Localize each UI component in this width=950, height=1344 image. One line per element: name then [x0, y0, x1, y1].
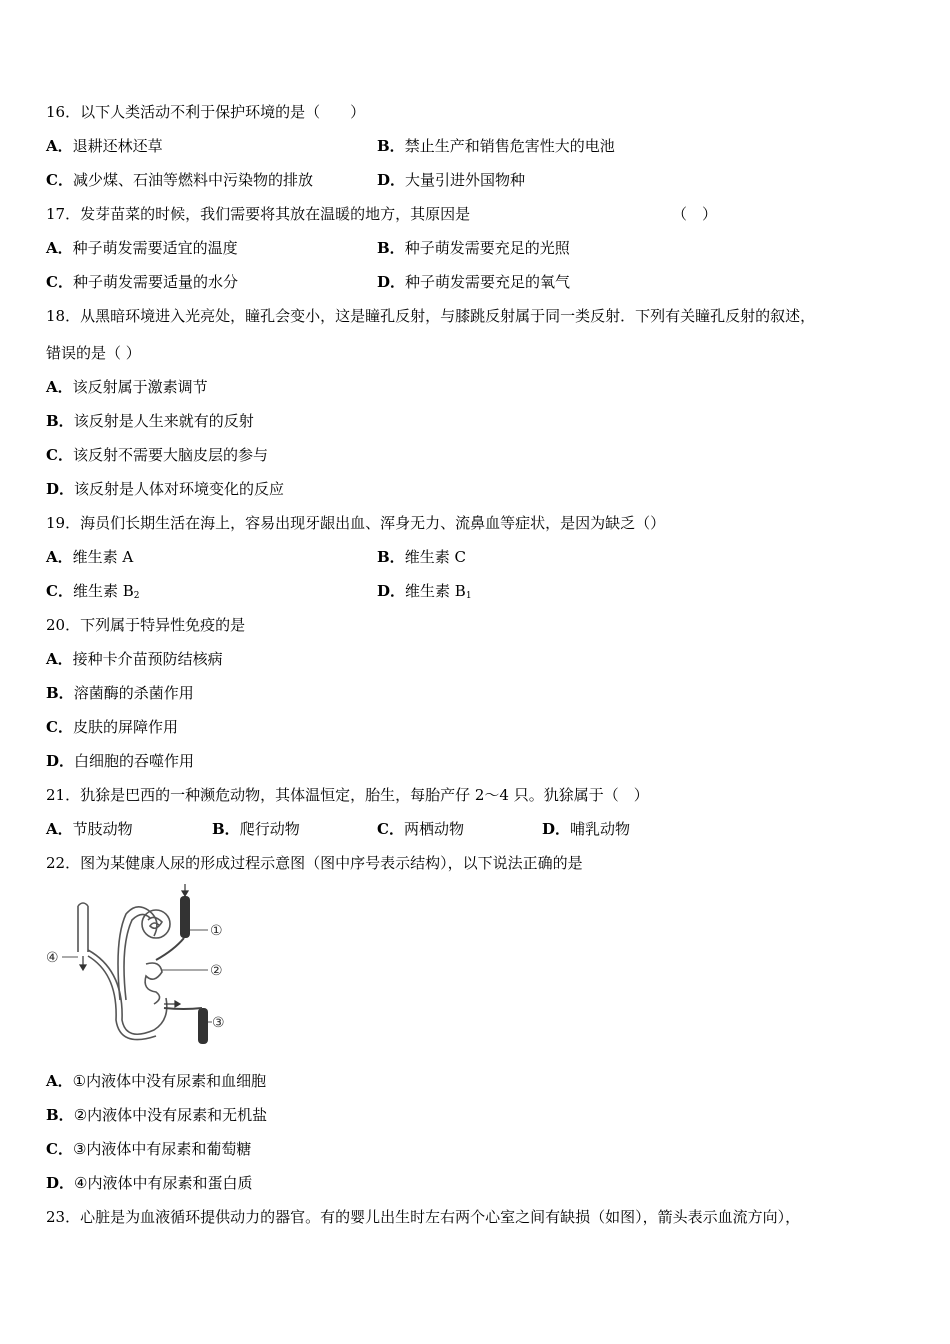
- q16-option-c: [46, 170, 313, 190]
- option-text: 皮肤的屏障作用: [72, 718, 178, 736]
- option-text: 溶菌酶的杀菌作用: [73, 684, 194, 702]
- q17-option-a: [46, 238, 238, 258]
- q17-option-d: [377, 272, 570, 292]
- option-label: C．: [46, 718, 73, 736]
- q17-stem: 17．发芽苗菜的时候，我们需要将其放在温暖的地方，其原因是: [46, 205, 471, 223]
- q21-option-c: [377, 819, 464, 839]
- q19-option-c: [46, 581, 139, 606]
- q17-answer-paren: （ ）: [672, 205, 718, 223]
- option-label: B．: [377, 239, 405, 257]
- option-text: 维生素 B: [72, 582, 134, 600]
- q19-option-a: [46, 547, 133, 567]
- option-label: D．: [377, 582, 406, 600]
- q17-option-b: [377, 238, 570, 258]
- q16-option-b: [377, 136, 615, 156]
- q20-stem: 20．下列属于特异性免疫的是: [46, 616, 246, 634]
- option-text: 该反射属于激素调节: [72, 378, 208, 396]
- option-label: C．: [377, 820, 404, 838]
- option-label: D．: [46, 752, 75, 770]
- convoluted-tubule: [145, 963, 162, 1004]
- option-text: 该反射不需要大脑皮层的参与: [72, 446, 268, 464]
- option-label: C．: [46, 171, 73, 189]
- option-label: B．: [46, 412, 74, 430]
- q18-stem-line2: 错误的是（ ）: [46, 344, 141, 362]
- option-label: A．: [46, 239, 73, 257]
- q20-option-b: [46, 683, 194, 703]
- vessel-link: [156, 938, 202, 1009]
- option-label: B．: [377, 548, 405, 566]
- option-text: 种子萌发需要适量的水分: [72, 273, 238, 291]
- option-text: 白细胞的吞噬作用: [74, 752, 195, 770]
- option-text: 爬行动物: [239, 820, 300, 838]
- q17-option-c: [46, 272, 238, 292]
- q20-option-d: [46, 751, 194, 771]
- option-label: A．: [46, 548, 73, 566]
- option-label: A．: [46, 1072, 73, 1090]
- option-text: ④内液体中有尿素和蛋白质: [74, 1174, 253, 1192]
- diagram-label-1: ①: [210, 923, 223, 939]
- tubule-inner: [88, 956, 156, 1040]
- q16-stem: 16．以下人类活动不利于保护环境的是（ ）: [46, 103, 366, 121]
- option-label: D．: [377, 171, 406, 189]
- option-label: A．: [46, 820, 73, 838]
- option-label: B．: [377, 137, 405, 155]
- option-text: ①内液体中没有尿素和血细胞: [72, 1072, 267, 1090]
- option-text: 禁止生产和销售危害性大的电池: [404, 137, 615, 155]
- q18-option-d: [46, 479, 284, 499]
- option-text: 维生素 C: [404, 548, 466, 566]
- option-label: D．: [542, 820, 571, 838]
- option-label: B．: [212, 820, 240, 838]
- vessel-3: [198, 1008, 208, 1044]
- q22-option-b: [46, 1105, 267, 1125]
- q18-stem-line1: 18．从黑暗环境进入光亮处，瞳孔会变小，这是瞳孔反射，与膝跳反射属于同一类反射．下列有关瞳孔反射的叙述，: [46, 307, 816, 325]
- option-text: 维生素 A: [72, 548, 134, 566]
- option-text: 种子萌发需要充足的光照: [404, 239, 570, 257]
- q19-option-d: [377, 581, 472, 606]
- q21-option-b: [212, 819, 300, 839]
- option-text: 减少煤、石油等燃料中污染物的排放: [72, 171, 313, 189]
- option-text: 节肢动物: [72, 820, 133, 838]
- q20-option-a: [46, 649, 223, 669]
- option-label: C．: [46, 273, 73, 291]
- option-text: 接种卡介苗预防结核病: [72, 650, 223, 668]
- option-text: 该反射是人生来就有的反射: [73, 412, 254, 430]
- q18-option-c: [46, 445, 268, 465]
- q23-stem: 23．心脏是为血液循环提供动力的器官。有的婴儿出生时左右两个心室之间有缺损（如图），箭头表示血流方向），: [46, 1208, 801, 1226]
- q21-option-a: [46, 819, 133, 839]
- option-text: 该反射是人体对环境变化的反应: [74, 480, 285, 498]
- q22-stem: 22．图为某健康人尿的形成过程示意图（图中序号表示结构），以下说法正确的是: [46, 854, 583, 872]
- option-label: D．: [377, 273, 406, 291]
- q22-option-a: [46, 1071, 266, 1091]
- diagram-label-3: ③: [212, 1015, 225, 1031]
- option-label: B．: [46, 684, 74, 702]
- q21-stem: 21．犰狳是巴西的一种濒危动物，其体温恒定，胎生，每胎产仔 2～4 只。犰狳属于（ ）: [46, 786, 649, 804]
- q20-option-c: [46, 717, 178, 737]
- option-label: A．: [46, 137, 73, 155]
- q22-option-d: [46, 1173, 252, 1193]
- q22-option-c: [46, 1139, 251, 1159]
- option-label: D．: [46, 1174, 75, 1192]
- q19-stem: 19．海员们长期生活在海上，容易出现牙龈出血、浑身无力、流鼻血等症状，是因为缺乏（）: [46, 514, 666, 532]
- option-text: ③内液体中有尿素和葡萄糖: [72, 1140, 252, 1158]
- option-label: A．: [46, 378, 73, 396]
- option-label: C．: [46, 1140, 73, 1158]
- option-text: 两栖动物: [403, 820, 464, 838]
- option-text: 维生素 B: [405, 582, 466, 600]
- option-text: 种子萌发需要充足的氧气: [405, 273, 571, 291]
- option-label: C．: [46, 446, 73, 464]
- option-text: ②内液体中没有尿素和无机盐: [73, 1106, 268, 1124]
- diagram-label-4: ④: [46, 950, 59, 966]
- q19-option-b: [377, 547, 466, 567]
- q18-option-b: [46, 411, 254, 431]
- q18-option-a: [46, 377, 208, 397]
- nephron-diagram: [44, 880, 244, 1048]
- q16-option-a: [46, 136, 163, 156]
- vessel-1: [180, 896, 190, 938]
- collecting-duct: [78, 903, 88, 952]
- option-text: 退耕还林还草: [72, 137, 163, 155]
- option-subscript: 2: [133, 591, 140, 601]
- option-text: 大量引进外国物种: [405, 171, 526, 189]
- option-text: 哺乳动物: [570, 820, 631, 838]
- option-subscript: 1: [465, 591, 472, 601]
- option-text: 种子萌发需要适宜的温度: [72, 239, 238, 257]
- option-label: D．: [46, 480, 75, 498]
- q21-option-d: [542, 819, 630, 839]
- diagram-label-2: ②: [210, 963, 223, 979]
- option-label: C．: [46, 582, 73, 600]
- option-label: B．: [46, 1106, 74, 1124]
- option-label: A．: [46, 650, 73, 668]
- q16-option-d: [377, 170, 525, 190]
